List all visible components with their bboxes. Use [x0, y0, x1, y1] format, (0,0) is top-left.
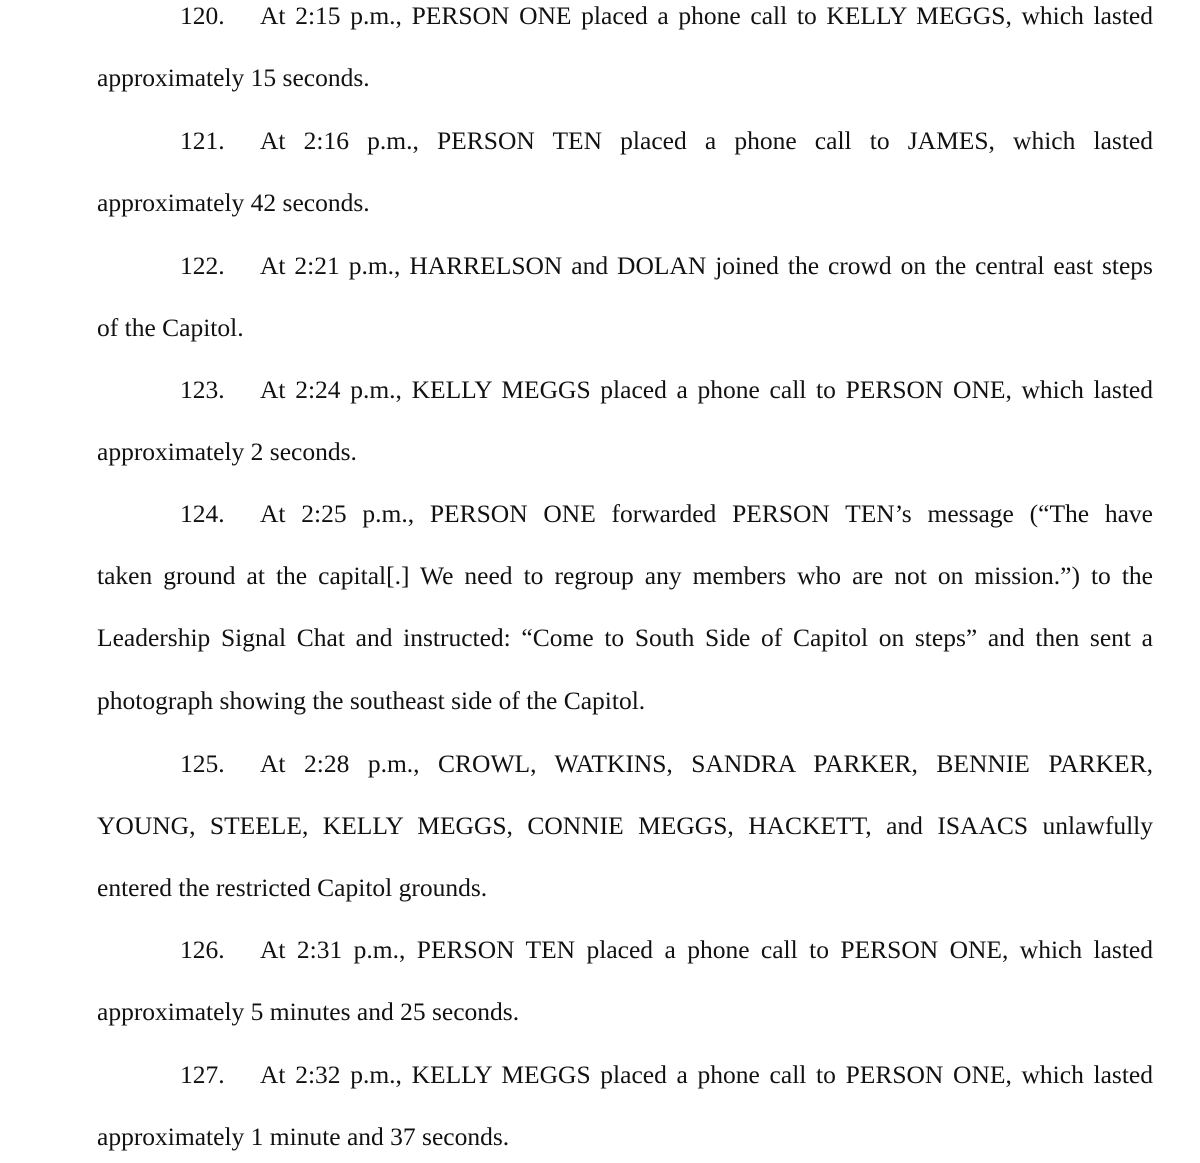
- paragraph-123-first-line: [180, 374, 1153, 406]
- paragraph-125-line: YOUNG, STEELE, KELLY MEGGS, CONNIE MEGGS, HACKETT, and ISAACS unlawfully: [97, 811, 1153, 840]
- paragraph-120-line: approximately 15 seconds.: [97, 63, 370, 92]
- paragraph-120-first-line: [180, 0, 1153, 32]
- paragraph-number: 120.: [180, 1, 225, 30]
- paragraph-125-first-line: [180, 748, 1153, 780]
- paragraph-text: At 2:31 p.m., PERSON TEN placed a phone call to PERSON ONE, which lasted: [260, 935, 1153, 964]
- paragraph-121-first-line: [180, 125, 1153, 157]
- paragraph-text: At 2:24 p.m., KELLY MEGGS placed a phone call to PERSON ONE, which lasted: [260, 375, 1153, 404]
- paragraph-127-line: approximately 1 minute and 37 seconds.: [97, 1122, 510, 1151]
- paragraph-number: 121.: [180, 126, 225, 155]
- paragraph-123-line: approximately 2 seconds.: [97, 437, 357, 466]
- paragraph-126-first-line: [180, 934, 1153, 966]
- paragraph-124-line: taken ground at the capital[.] We need to regroup any members who are not on mission.”) to the: [97, 561, 1153, 590]
- paragraph-122-first-line: [180, 250, 1153, 282]
- paragraph-number: 127.: [180, 1060, 225, 1089]
- paragraph-text: At 2:15 p.m., PERSON ONE placed a phone call to KELLY MEGGS, which lasted: [260, 1, 1153, 30]
- paragraph-124-line: Leadership Signal Chat and instructed: “Come to South Side of Capitol on steps” and then sent a: [97, 623, 1153, 652]
- paragraph-text: At 2:21 p.m., HARRELSON and DOLAN joined the crowd on the central east steps: [260, 251, 1153, 280]
- paragraph-text: At 2:16 p.m., PERSON TEN placed a phone call to JAMES, which lasted: [260, 126, 1153, 155]
- paragraph-125-line: entered the restricted Capitol grounds.: [97, 873, 488, 902]
- paragraph-122-line: of the Capitol.: [97, 313, 244, 342]
- paragraph-number: 124.: [180, 499, 225, 528]
- paragraph-number: 126.: [180, 935, 225, 964]
- paragraph-number: 123.: [180, 375, 225, 404]
- paragraph-127-first-line: [180, 1059, 1153, 1091]
- paragraph-126-line: approximately 5 minutes and 25 seconds.: [97, 997, 520, 1026]
- paragraph-124-first-line: [180, 498, 1153, 530]
- paragraph-number: 122.: [180, 251, 225, 280]
- paragraph-text: At 2:25 p.m., PERSON ONE forwarded PERSON TEN’s message (“The have: [260, 499, 1153, 528]
- paragraph-121-line: approximately 42 seconds.: [97, 188, 370, 217]
- paragraph-text: At 2:28 p.m., CROWL, WATKINS, SANDRA PARKER, BENNIE PARKER,: [260, 749, 1153, 778]
- paragraph-number: 125.: [180, 749, 225, 778]
- paragraph-text: At 2:32 p.m., KELLY MEGGS placed a phone call to PERSON ONE, which lasted: [260, 1060, 1153, 1089]
- paragraph-124-line: photograph showing the southeast side of the Capitol.: [97, 686, 646, 715]
